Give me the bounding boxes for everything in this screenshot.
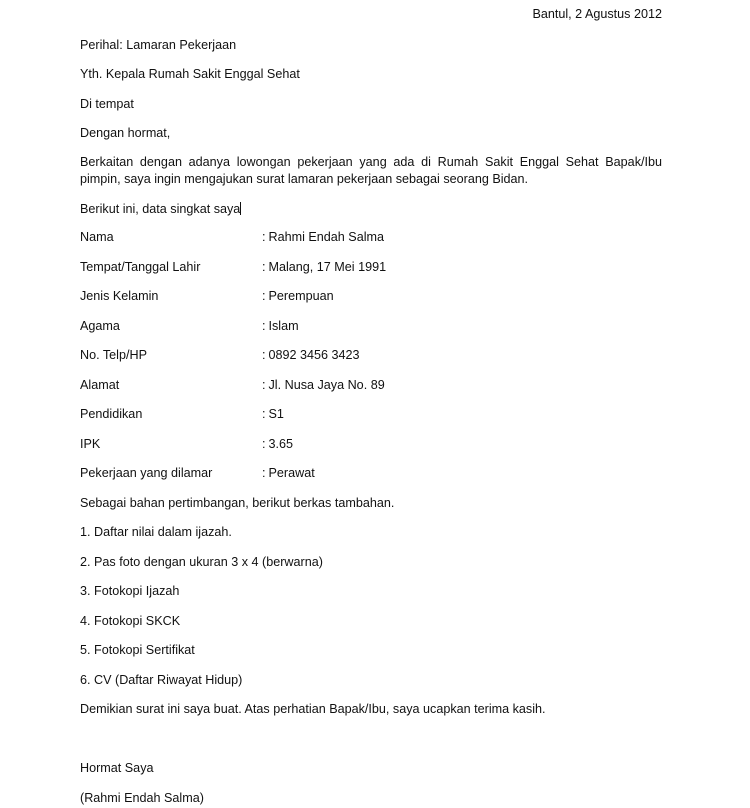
colon-separator: : (262, 407, 266, 421)
letter-place: Di tempat (80, 97, 134, 111)
text-cursor (240, 202, 241, 215)
sign-off: Hormat Saya (80, 761, 154, 775)
closing-sentence: Demikian surat ini saya buat. Atas perhatian Bapak/Ibu, saya ucapkan terima kasih. (80, 702, 546, 716)
colon-separator: : (262, 378, 266, 392)
attachment-item: 6. CV (Daftar Riwayat Hidup) (80, 673, 243, 687)
data-intro-line[interactable] (80, 201, 241, 217)
data-row-telp (80, 347, 640, 363)
colon-separator: : (262, 230, 266, 244)
colon-separator: : (262, 260, 266, 274)
attachment-item: 2. Pas foto dengan ukuran 3 x 4 (berwarna) (80, 555, 323, 569)
attachment-item: 4. Fotokopi SKCK (80, 614, 181, 628)
letter-recipient: Yth. Kepala Rumah Sakit Enggal Sehat (80, 67, 300, 81)
data-row-jenis-kelamin (80, 288, 640, 304)
data-label: Pekerjaan yang dilamar (80, 466, 213, 480)
signature-name: (Rahmi Endah Salma) (80, 791, 204, 805)
attachment-item: 1. Daftar nilai dalam ijazah. (80, 525, 232, 539)
data-value: Perempuan (268, 289, 334, 303)
data-value: 3.65 (268, 437, 294, 451)
data-label: Agama (80, 319, 120, 333)
data-value: 0892 3456 3423 (268, 348, 360, 362)
data-row-ttl (80, 259, 640, 275)
data-label: Alamat (80, 378, 120, 392)
letter-greeting: Dengan hormat, (80, 126, 171, 140)
letter-intro-paragraph: Berkaitan dengan adanya lowongan pekerjaan yang ada di Rumah Sakit Enggal Sehat Bapak/Ibu pimpin, saya ingin mengajukan surat lamaran pekerjaan sebagai seorang Bidan. (80, 155, 662, 186)
data-label: Tempat/Tanggal Lahir (80, 260, 201, 274)
data-intro-text: Berikut ini, data singkat saya (80, 202, 241, 216)
data-row-nama (80, 229, 640, 245)
attachment-item: 5. Fotokopi Sertifikat (80, 643, 195, 657)
data-row-ipk (80, 436, 640, 452)
data-label: Pendidikan (80, 407, 143, 421)
attachments-intro: Sebagai bahan pertimbangan, berikut berkas tambahan. (80, 496, 395, 510)
data-label: Jenis Kelamin (80, 289, 159, 303)
colon-separator: : (262, 437, 266, 451)
data-value: Rahmi Endah Salma (268, 230, 385, 244)
letter-subject: Perihal: Lamaran Pekerjaan (80, 38, 237, 52)
data-value: S1 (268, 407, 284, 421)
colon-separator: : (262, 466, 266, 480)
colon-separator: : (262, 289, 266, 303)
data-row-pekerjaan (80, 465, 640, 481)
colon-separator: : (262, 319, 266, 333)
data-row-alamat (80, 377, 640, 393)
data-value: Malang, 17 Mei 1991 (268, 260, 387, 274)
data-label: IPK (80, 437, 101, 451)
data-label: No. Telp/HP (80, 348, 147, 362)
data-value: Jl. Nusa Jaya No. 89 (268, 378, 385, 392)
data-row-pendidikan (80, 406, 640, 422)
attachment-item: 3. Fotokopi Ijazah (80, 584, 180, 598)
data-row-agama (80, 318, 640, 334)
colon-separator: : (262, 348, 266, 362)
data-value: Islam (268, 319, 299, 333)
data-value: Perawat (268, 466, 315, 480)
data-label: Nama (80, 230, 114, 244)
letter-date: Bantul, 2 Agustus 2012 (532, 7, 662, 21)
